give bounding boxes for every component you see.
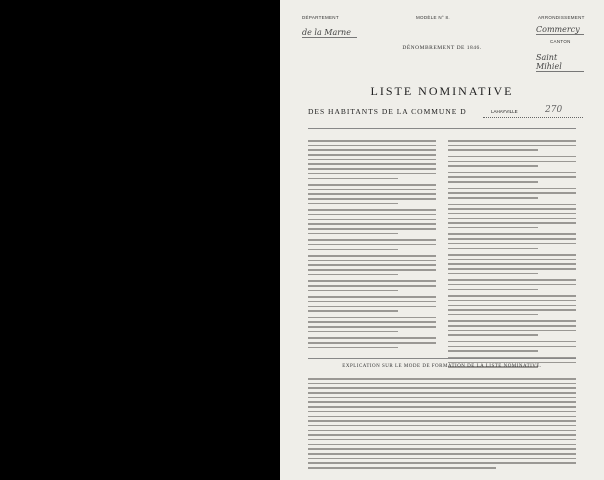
explanation-text: [308, 378, 576, 472]
census-year-label: DÉNOMBREMENT DE 1846.: [402, 45, 482, 51]
canton-label: CANTON: [550, 39, 571, 44]
section-rule: [308, 358, 576, 359]
census-page: [280, 0, 604, 480]
commune-number: 270: [545, 105, 563, 115]
title-rule: [308, 128, 576, 129]
canton-value: Saint Mihiel: [536, 53, 584, 72]
model-label: MODÈLE N° 8.: [416, 15, 450, 20]
department-label: DÉPARTEMENT: [302, 15, 339, 20]
archive-stamp: [592, 400, 597, 445]
page-subtitle: DES HABITANTS DE LA COMMUNE D: [308, 107, 467, 116]
arrondissement-value: Commercy: [536, 25, 584, 35]
department-value: de la Marne: [302, 28, 357, 38]
explanation-title: EXPLICATION SUR LE MODE DE FORMATION DE LA LISTE NOMINATIVE.: [342, 364, 542, 369]
arrondissement-label: ARRONDISSEMENT: [538, 15, 585, 20]
commune-name: LAHAYVILLE: [491, 109, 518, 114]
commune-field: [483, 105, 583, 118]
instructions-right-column: [448, 140, 576, 371]
page-title: LISTE NOMINATIVE: [370, 84, 514, 98]
instructions-left-column: [308, 140, 436, 351]
